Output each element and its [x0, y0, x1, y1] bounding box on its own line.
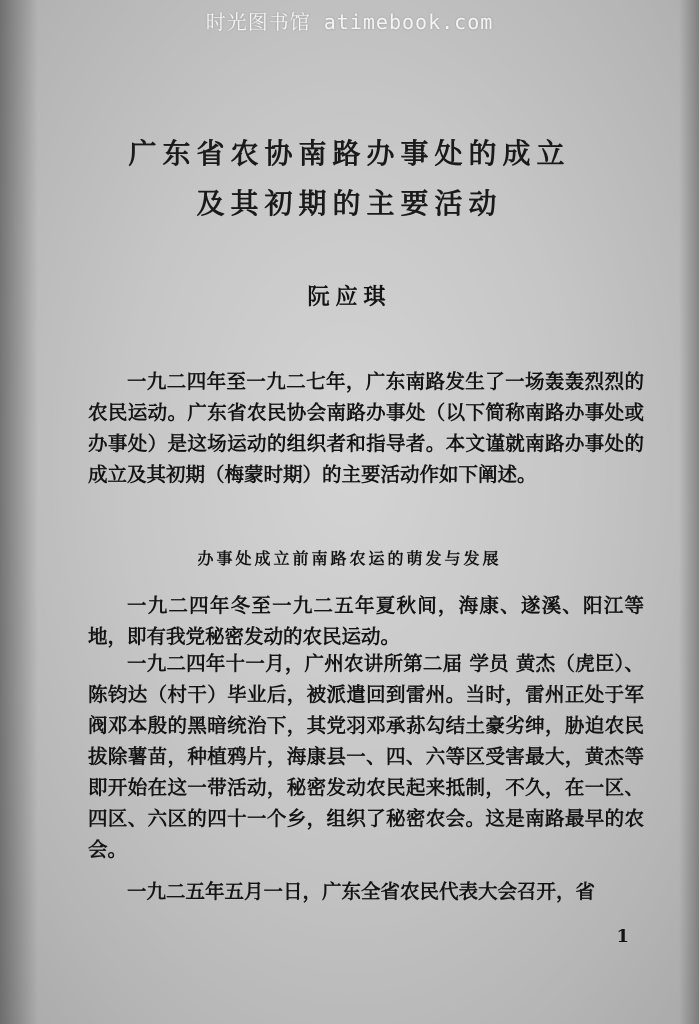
article-title-line-1: 广东省农协南路办事处的成立: [128, 137, 571, 170]
page-number: 1: [616, 926, 629, 947]
paragraph-4: 一九二五年五月一日，广东全省农民代表大会召开，省: [127, 880, 596, 903]
watermark: 时光图书馆 atimebook.com: [205, 10, 494, 34]
article-author: 阮应琪: [307, 285, 392, 310]
paragraph-intro: 一九二四年至一九二七年，广东南路发生了一场轰轰烈烈的农民运动。广东省农民协会南路办事处（以下简称南路办事处或办事处）是这场运动的组织者和指导者。本文谨就南路办事处的成立及其初期（梅蒙时期）的主要活动作如下阐述。: [88, 370, 644, 486]
paragraph-2: 一九二四年冬至一九二五年夏秋间，海康、遂溪、阳江等地，即有我党秘密发动的农民运动。: [88, 594, 644, 648]
paragraph-3: 一九二四年十一月，广州农讲所第二届 学员 黄杰（虎臣）、陈钧达（村干）毕业后，被派遣回到雷州。当时，雷州正处于军阀邓本殷的黑暗统治下，其党羽邓承荪勾结土豪劣绅，胁迫农民拔除薯苗，种植鸦片，海康县一、四、六等区受害最大，黄杰等即开始在这一带活动，秘密发动农民起来抵制，不久，在一区、四区、六区的四十一个乡，组织了秘密农会。这是南路最早的农会。: [88, 652, 644, 861]
section-heading: 办事处成立前南路农运的萌发与发展: [197, 549, 502, 568]
article-title-line-2: 及其初期的主要活动: [196, 187, 503, 220]
